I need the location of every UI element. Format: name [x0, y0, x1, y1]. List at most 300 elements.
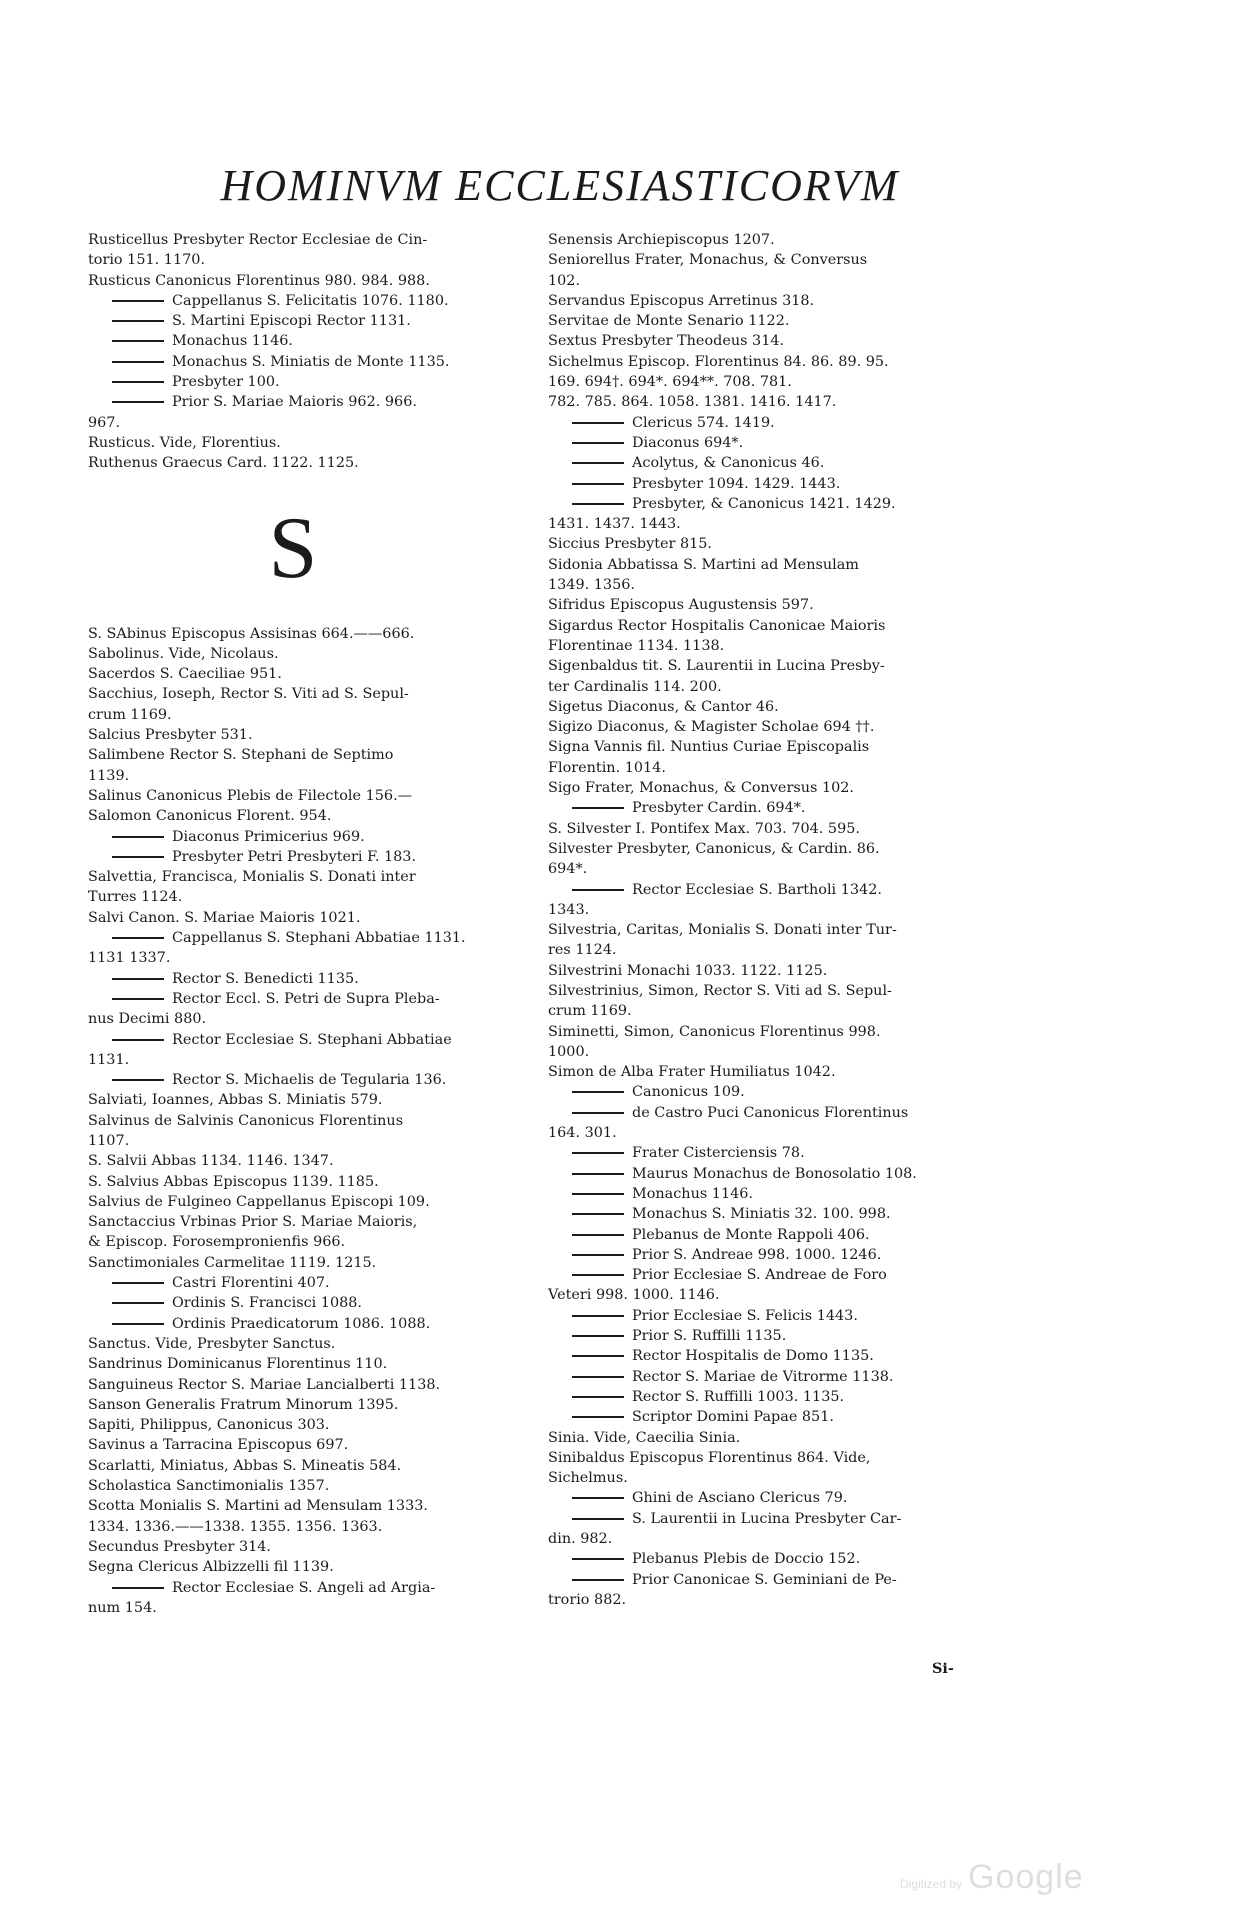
index-entry: [88, 1192, 528, 1212]
index-entry: [88, 887, 528, 907]
index-entry-text: Scholastica Sanctimonialis 1357.: [88, 1478, 330, 1495]
index-entry: [88, 1476, 528, 1496]
index-entry-text: Sifridus Episcopus Augustensis 597.: [548, 597, 814, 614]
index-entry-text: Sanctimoniales Carmelitae 1119. 1215.: [88, 1254, 377, 1271]
watermark-brand: Google: [968, 1858, 1084, 1896]
index-entry: [548, 1570, 998, 1590]
index-entry-text: Sapiti, Philippus, Canonicus 303.: [88, 1417, 330, 1434]
index-entry-text: Rector S. Mariae de Vitrorme 1138.: [632, 1368, 894, 1385]
index-entry: [548, 1306, 998, 1326]
index-entry-text: Sinibaldus Episcopus Florentinus 864. Vide,: [548, 1449, 871, 1466]
index-entry-text: Castri Florentini 407.: [172, 1275, 330, 1292]
index-entry-text: Canonicus 109.: [632, 1084, 745, 1101]
index-entry-text: Rector Ecclesiae S. Stephani Abbatiae: [172, 1031, 452, 1048]
ditto-rule: [112, 320, 164, 322]
index-entry-text: Salcius Presbyter 531.: [88, 727, 253, 744]
index-entry-text: S. Silvester I. Pontifex Max. 703. 704. 595.: [548, 820, 860, 837]
index-entry-text: Scriptor Domini Papae 851.: [632, 1409, 834, 1426]
ditto-rule: [572, 1497, 624, 1499]
index-entry-text: Veteri 998. 1000. 1146.: [548, 1287, 720, 1304]
index-entry-text: Ordinis S. Francisci 1088.: [172, 1295, 363, 1312]
ditto-rule: [572, 1315, 624, 1317]
index-entry-text: Salvinus de Salvinis Canonicus Florentinus: [88, 1112, 404, 1129]
index-entry-text: Rector Eccl. S. Petri de Supra Pleba-: [172, 990, 440, 1007]
index-entry: [88, 1151, 528, 1171]
index-entry-text: Ordinis Praedicatorum 1086. 1088.: [172, 1315, 431, 1332]
ditto-rule: [572, 422, 624, 424]
ditto-rule: [112, 937, 164, 939]
index-entry-text: Sanson Generalis Fratrum Minorum 1395.: [88, 1396, 399, 1413]
ditto-rule: [572, 1355, 624, 1357]
ditto-rule: [572, 1376, 624, 1378]
index-entry: [88, 392, 528, 412]
index-entry: [88, 453, 528, 473]
index-entry-text: Ghini de Asciano Clericus 79.: [632, 1490, 848, 1507]
index-entry-text: Prior Ecclesiae S. Felicis 1443.: [632, 1307, 858, 1324]
index-entry: [88, 969, 528, 989]
index-entry-text: trorio 882.: [548, 1591, 627, 1608]
index-entry-text: crum 1169.: [548, 1003, 632, 1020]
ditto-rule: [112, 836, 164, 838]
index-entry-text: S. Laurentii in Lucina Presbyter Car-: [632, 1510, 902, 1527]
index-entry: [88, 230, 528, 250]
ditto-rule: [572, 503, 624, 505]
index-entry: [548, 413, 998, 433]
index-entry-text: S. SAbinus Episcopus Assisinas 664.——666.: [88, 625, 415, 642]
index-entry-text: din. 982.: [548, 1531, 613, 1547]
ditto-rule: [572, 1558, 624, 1560]
ditto-rule: [572, 807, 624, 809]
index-entry-text: Rector S. Benedicti 1135.: [172, 970, 359, 987]
index-entry-text: Sanctus. Vide, Presbyter Sanctus.: [88, 1335, 336, 1352]
index-entry: [88, 1030, 528, 1050]
index-entry-text: Prior S. Andreae 998. 1000. 1246.: [632, 1246, 882, 1263]
index-entry-text: Diaconus 694*.: [632, 434, 744, 451]
index-entry: [548, 677, 998, 697]
ditto-rule: [572, 1112, 624, 1114]
index-entry: [548, 1184, 998, 1204]
index-entry: [548, 616, 998, 636]
index-entry-text: S. Martini Episcopi Rector 1131.: [172, 313, 411, 330]
index-entry: [548, 880, 998, 900]
index-entry: [548, 1245, 998, 1265]
index-entry: [88, 1090, 528, 1110]
index-entry: [548, 1529, 998, 1549]
index-entry-text: Sigenbaldus tit. S. Laurentii in Lucina Presby-: [548, 658, 885, 675]
index-entry-text: Salinus Canonicus Plebis de Filectole 156.—: [88, 787, 413, 804]
index-entry: [548, 1285, 998, 1305]
ditto-rule: [112, 381, 164, 383]
index-entry-text: Monachus S. Miniatis 32. 100. 998.: [632, 1206, 891, 1223]
index-entry-text: Prior S. Ruffilli 1135.: [632, 1328, 787, 1345]
index-entry-text: Monachus S. Miniatis de Monte 1135.: [172, 353, 450, 370]
index-entry-text: Florentin. 1014.: [548, 759, 666, 776]
index-entry: [88, 1537, 528, 1557]
index-entry: [548, 1367, 998, 1387]
ditto-rule: [572, 1234, 624, 1236]
index-entry: [548, 1164, 998, 1184]
index-entry: [548, 798, 998, 818]
ditto-rule: [112, 1323, 164, 1325]
index-entry: [88, 1375, 528, 1395]
index-entry: [88, 847, 528, 867]
index-entry-text: Ruthenus Graecus Card. 1122. 1125.: [88, 455, 359, 472]
index-entry-text: ter Cardinalis 114. 200.: [548, 678, 722, 695]
ditto-rule: [112, 1039, 164, 1041]
index-entry: [548, 1204, 998, 1224]
index-entry: [548, 1549, 998, 1569]
index-entry: [548, 514, 998, 534]
index-entry: [548, 433, 998, 453]
index-entry-text: Florentinae 1134. 1138.: [548, 637, 725, 654]
index-entry-text: Diaconus Primicerius 969.: [172, 828, 365, 845]
index-entry-text: 164. 301.: [548, 1125, 617, 1142]
ditto-rule: [572, 1274, 624, 1276]
index-entry: [88, 786, 528, 806]
index-entry-text: de Castro Puci Canonicus Florentinus: [632, 1104, 909, 1121]
index-entry-text: Sigo Frater, Monachus, & Conversus 102.: [548, 780, 854, 797]
index-entry: [548, 595, 998, 615]
index-entry: [548, 737, 998, 757]
index-entry: [548, 534, 998, 554]
index-entry: [548, 1062, 998, 1082]
index-entry-text: Rector S. Ruffilli 1003. 1135.: [632, 1388, 845, 1405]
ditto-rule: [112, 856, 164, 858]
ditto-rule: [572, 889, 624, 891]
ditto-rule: [572, 1193, 624, 1195]
index-entry-text: Silvester Presbyter, Canonicus, & Cardin. 86.: [548, 840, 880, 857]
index-entry-text: Savinus a Tarracina Episcopus 697.: [88, 1437, 349, 1454]
index-entry: [548, 1468, 998, 1488]
index-entry-text: crum 1169.: [88, 706, 172, 723]
index-entry-text: Siminetti, Simon, Canonicus Florentinus 998.: [548, 1023, 881, 1040]
index-entry: [548, 1082, 998, 1102]
index-entry: [88, 989, 528, 1009]
index-entry: [548, 453, 998, 473]
index-entry-text: Salviati, Ioannes, Abbas S. Miniatis 579.: [88, 1092, 383, 1109]
index-entry-text: Presbyter Cardin. 694*.: [632, 800, 806, 817]
index-entry: [88, 291, 528, 311]
index-entry-text: 1431. 1437. 1443.: [548, 516, 681, 533]
index-entry: [88, 1009, 528, 1029]
index-entry: [548, 1387, 998, 1407]
index-entry: [88, 311, 528, 331]
index-entry-text: Frater Cisterciensis 78.: [632, 1145, 805, 1162]
index-entry: [88, 1557, 528, 1577]
index-entry: [88, 1172, 528, 1192]
index-entry-text: 1131.: [88, 1051, 130, 1068]
index-entry: [548, 331, 998, 351]
index-entry: [88, 684, 528, 704]
ditto-rule: [112, 1282, 164, 1284]
index-entry: [548, 1428, 998, 1448]
ditto-rule: [572, 1254, 624, 1256]
index-entry: [88, 1070, 528, 1090]
index-entry-text: Simon de Alba Frater Humiliatus 1042.: [548, 1064, 836, 1081]
index-entry-text: Salvius de Fulgineo Cappellanus Episcopi 109.: [88, 1193, 430, 1210]
index-entry-text: Acolytus, & Canonicus 46.: [632, 455, 825, 472]
index-entry-text: Prior S. Mariae Maioris 962. 966.: [172, 394, 417, 411]
index-entry-text: 1334. 1336.——1338. 1355. 1356. 1363.: [88, 1518, 383, 1535]
index-entry: [548, 474, 998, 494]
index-entry: [88, 806, 528, 826]
index-entry: [88, 1456, 528, 1476]
index-entry: [88, 1050, 528, 1070]
index-entry-text: 1107.: [88, 1132, 130, 1149]
ditto-rule: [112, 401, 164, 403]
ditto-rule: [572, 1416, 624, 1418]
index-entry: [88, 624, 528, 644]
index-entry: [88, 271, 528, 291]
index-entry: [88, 1314, 528, 1334]
digitized-by-watermark: [900, 1858, 1084, 1897]
index-entry-text: Sanguineus Rector S. Mariae Lancialberti 1138.: [88, 1376, 441, 1393]
index-entry: [88, 1598, 528, 1618]
index-entry: [88, 1578, 528, 1598]
index-entry-text: res 1124.: [548, 942, 617, 959]
index-entry: [88, 644, 528, 664]
index-entry-text: Monachus 1146.: [172, 333, 293, 350]
index-entry: [548, 961, 998, 981]
ditto-rule: [112, 1079, 164, 1081]
index-entry-text: Prior Canonicae S. Geminiani de Pe-: [632, 1571, 897, 1588]
index-entry-text: & Episcop. Forosempronienfis 966.: [88, 1234, 346, 1251]
index-entry-text: Sinia. Vide, Caecilia Sinia.: [548, 1429, 741, 1446]
ditto-rule: [572, 1213, 624, 1215]
index-entry-text: Rusticus Canonicus Florentinus 980. 984. 988.: [88, 272, 430, 289]
index-entry-text: Sandrinus Dominicanus Florentinus 110.: [88, 1356, 388, 1373]
index-entry: [548, 1488, 998, 1508]
index-entry: [88, 745, 528, 765]
index-entry-text: Siccius Presbyter 815.: [548, 536, 713, 553]
index-entry: [548, 250, 998, 270]
index-entry: [548, 1326, 998, 1346]
index-entry-text: Sidonia Abbatissa S. Martini ad Mensulam: [548, 556, 859, 573]
index-entry: [548, 1346, 998, 1366]
index-entry-text: Sichelmus Episcop. Florentinus 84. 86. 89. 95.: [548, 353, 889, 370]
index-entry-text: 782. 785. 864. 1058. 1381. 1416. 1417.: [548, 394, 837, 411]
index-entry: [88, 1212, 528, 1232]
index-entry-text: Salomon Canonicus Florent. 954.: [88, 808, 332, 825]
index-entry: [88, 1496, 528, 1516]
index-entry: [548, 778, 998, 798]
index-entry: [88, 250, 528, 270]
index-entry-text: 1131 1337.: [88, 950, 171, 967]
index-entry: [88, 664, 528, 684]
ditto-rule: [572, 483, 624, 485]
index-entry-text: Monachus 1146.: [632, 1185, 753, 1202]
index-entry-text: Sanctaccius Vrbinas Prior S. Mariae Maioris,: [88, 1214, 418, 1231]
index-entry-text: num 154.: [88, 1599, 157, 1616]
index-entry: [88, 1293, 528, 1313]
index-entry: [548, 819, 998, 839]
index-entry: [548, 1001, 998, 1021]
index-entry-text: 1343.: [548, 901, 590, 918]
index-entry-text: Sextus Presbyter Theodeus 314.: [548, 333, 785, 350]
index-entry-text: Cappellanus S. Felicitatis 1076. 1180.: [172, 292, 449, 309]
index-entry: [548, 1123, 998, 1143]
watermark-prefix: Digitized by: [900, 1877, 963, 1891]
ditto-rule: [572, 1091, 624, 1093]
section-letter: S: [268, 499, 318, 597]
index-entry-text: Segna Clericus Albizzelli fil 1139.: [88, 1559, 334, 1576]
index-entry: [548, 1265, 998, 1285]
index-entry: [548, 230, 998, 250]
index-entry: [88, 827, 528, 847]
ditto-rule: [112, 361, 164, 363]
index-entry-text: 1349. 1356.: [548, 577, 635, 594]
index-entry-text: S. Salvius Abbas Episcopus 1139. 1185.: [88, 1173, 379, 1190]
index-entry-text: Seniorellus Frater, Monachus, & Conversus: [548, 252, 868, 269]
index-entry-text: Presbyter 1094. 1429. 1443.: [632, 475, 841, 492]
index-entry-text: Servitae de Monte Senario 1122.: [548, 313, 790, 330]
page-title: HOMINVM ECCLESIASTICORVM: [220, 161, 900, 210]
index-entry: [548, 636, 998, 656]
index-entry-text: Rector Hospitalis de Domo 1135.: [632, 1348, 874, 1365]
index-entry: [88, 1111, 528, 1131]
ditto-rule: [112, 978, 164, 980]
index-entry-text: Sigardus Rector Hospitalis Canonicae Maioris: [548, 617, 886, 634]
index-entry: [88, 372, 528, 392]
index-entry: [88, 1131, 528, 1151]
index-entry-text: Sacchius, Ioseph, Rector S. Viti ad S. Sepul-: [88, 686, 409, 703]
index-entry-text: Salvi Canon. S. Mariae Maioris 1021.: [88, 909, 361, 926]
ditto-rule: [572, 442, 624, 444]
index-entry: [548, 981, 998, 1001]
index-entry-text: Rector Ecclesiae S. Bartholi 1342.: [632, 881, 882, 898]
index-entry-text: Salimbene Rector S. Stephani de Septimo: [88, 747, 394, 764]
index-entry-text: Sacerdos S. Caeciliae 951.: [88, 666, 282, 683]
index-entry-text: Signa Vannis fil. Nuntius Curiae Episcopalis: [548, 739, 870, 756]
index-entry: [548, 940, 998, 960]
index-entry-text: Rector Ecclesiae S. Angeli ad Argia-: [172, 1579, 436, 1596]
index-entry-text: 1000.: [548, 1043, 590, 1060]
index-entry: [88, 928, 528, 948]
index-entry: [548, 1509, 998, 1529]
index-entry: [548, 271, 998, 291]
index-entry: [548, 717, 998, 737]
ditto-rule: [572, 1335, 624, 1337]
index-entry-text: Rusticus. Vide, Florentius.: [88, 434, 281, 451]
index-entry: [88, 1435, 528, 1455]
index-entry: [548, 859, 998, 879]
index-entry: [88, 766, 528, 786]
ditto-rule: [112, 1587, 164, 1589]
index-entry: [548, 555, 998, 575]
index-entry-text: torio 151. 1170.: [88, 252, 205, 269]
index-entry-text: Presbyter, & Canonicus 1421. 1429.: [632, 495, 896, 512]
index-entry-text: Sichelmus.: [548, 1470, 628, 1487]
ditto-rule: [572, 1152, 624, 1154]
ditto-rule: [572, 462, 624, 464]
index-entry: [88, 1415, 528, 1435]
index-entry: [548, 372, 998, 392]
ditto-rule: [112, 300, 164, 302]
catchword: Si-: [932, 1660, 954, 1677]
index-entry-text: Presbyter Petri Presbyteri F. 183.: [172, 848, 417, 865]
ditto-rule: [112, 998, 164, 1000]
index-column-right: [548, 230, 998, 1610]
index-entry: [88, 725, 528, 745]
index-entry: [88, 1232, 528, 1252]
index-entry: [548, 1042, 998, 1062]
index-entry: [548, 352, 998, 372]
index-entry: [548, 575, 998, 595]
index-entry-text: Servandus Episcopus Arretinus 318.: [548, 292, 815, 309]
index-entry: [548, 758, 998, 778]
index-entry-text: Cappellanus S. Stephani Abbatiae 1131.: [172, 930, 466, 947]
index-entry: [88, 705, 528, 725]
index-entry-text: Rusticellus Presbyter Rector Ecclesiae de Cin-: [88, 232, 428, 248]
index-entry: [548, 1407, 998, 1427]
index-entry-text: Clericus 574. 1419.: [632, 414, 775, 431]
index-entry: [548, 839, 998, 859]
index-entry-text: S. Salvii Abbas 1134. 1146. 1347.: [88, 1153, 334, 1170]
ditto-rule: [112, 1302, 164, 1304]
index-entry-text: Sigetus Diaconus, & Cantor 46.: [548, 698, 779, 715]
index-entry-text: Presbyter 100.: [172, 374, 280, 391]
index-entry: [88, 1273, 528, 1293]
index-entry-text: Rector S. Michaelis de Tegularia 136.: [172, 1072, 447, 1089]
index-entry-text: 967.: [88, 414, 121, 431]
index-entry: [548, 1448, 998, 1468]
index-entry-text: Maurus Monachus de Bonosolatio 108.: [632, 1165, 917, 1182]
index-entry: [548, 697, 998, 717]
index-entry-text: Silvestrinius, Simon, Rector S. Viti ad S. Sepul-: [548, 982, 892, 999]
index-entry: [548, 900, 998, 920]
index-entry: [88, 331, 528, 351]
index-entry: [548, 656, 998, 676]
index-entry-text: Plebanus Plebis de Doccio 152.: [632, 1551, 861, 1568]
index-entry: [88, 352, 528, 372]
index-entry: [548, 311, 998, 331]
index-entry-text: Prior Ecclesiae S. Andreae de Foro: [632, 1267, 887, 1284]
index-entry: [548, 1022, 998, 1042]
ditto-rule: [112, 340, 164, 342]
index-entry-text: Scarlatti, Miniatus, Abbas S. Mineatis 584.: [88, 1457, 402, 1474]
index-entry-text: 1139.: [88, 767, 130, 784]
index-entry: [548, 392, 998, 412]
index-entry-text: Sabolinus. Vide, Nicolaus.: [88, 645, 279, 662]
index-entry-text: Senensis Archiepiscopus 1207.: [548, 232, 775, 248]
index-entry: [548, 291, 998, 311]
index-entry: [88, 908, 528, 928]
index-entry: [88, 1253, 528, 1273]
index-entry: [88, 1517, 528, 1537]
index-entry: [88, 413, 528, 433]
index-column-left: [88, 230, 528, 1618]
index-entry-text: 169. 694†. 694*. 694**. 708. 781.: [548, 374, 792, 391]
index-entry: [548, 1225, 998, 1245]
index-entry-text: Silvestrini Monachi 1033. 1122. 1125.: [548, 962, 828, 979]
index-entry: [88, 1395, 528, 1415]
index-entry-text: Plebanus de Monte Rappoli 406.: [632, 1226, 870, 1243]
index-entry-text: 694*.: [548, 861, 588, 878]
ditto-rule: [572, 1173, 624, 1175]
index-entry: [548, 920, 998, 940]
index-entry: [88, 1354, 528, 1374]
index-entry: [88, 433, 528, 453]
index-entry-text: 102.: [548, 272, 581, 289]
index-entry: [88, 1334, 528, 1354]
ditto-rule: [572, 1518, 624, 1520]
index-entry-text: Silvestria, Caritas, Monialis S. Donati inter Tur-: [548, 922, 897, 939]
ditto-rule: [572, 1579, 624, 1581]
index-entry: [548, 494, 998, 514]
ditto-rule: [572, 1396, 624, 1398]
index-entry-text: Secundus Presbyter 314.: [88, 1538, 272, 1555]
index-entry-text: Salvettia, Francisca, Monialis S. Donati inter: [88, 869, 416, 886]
